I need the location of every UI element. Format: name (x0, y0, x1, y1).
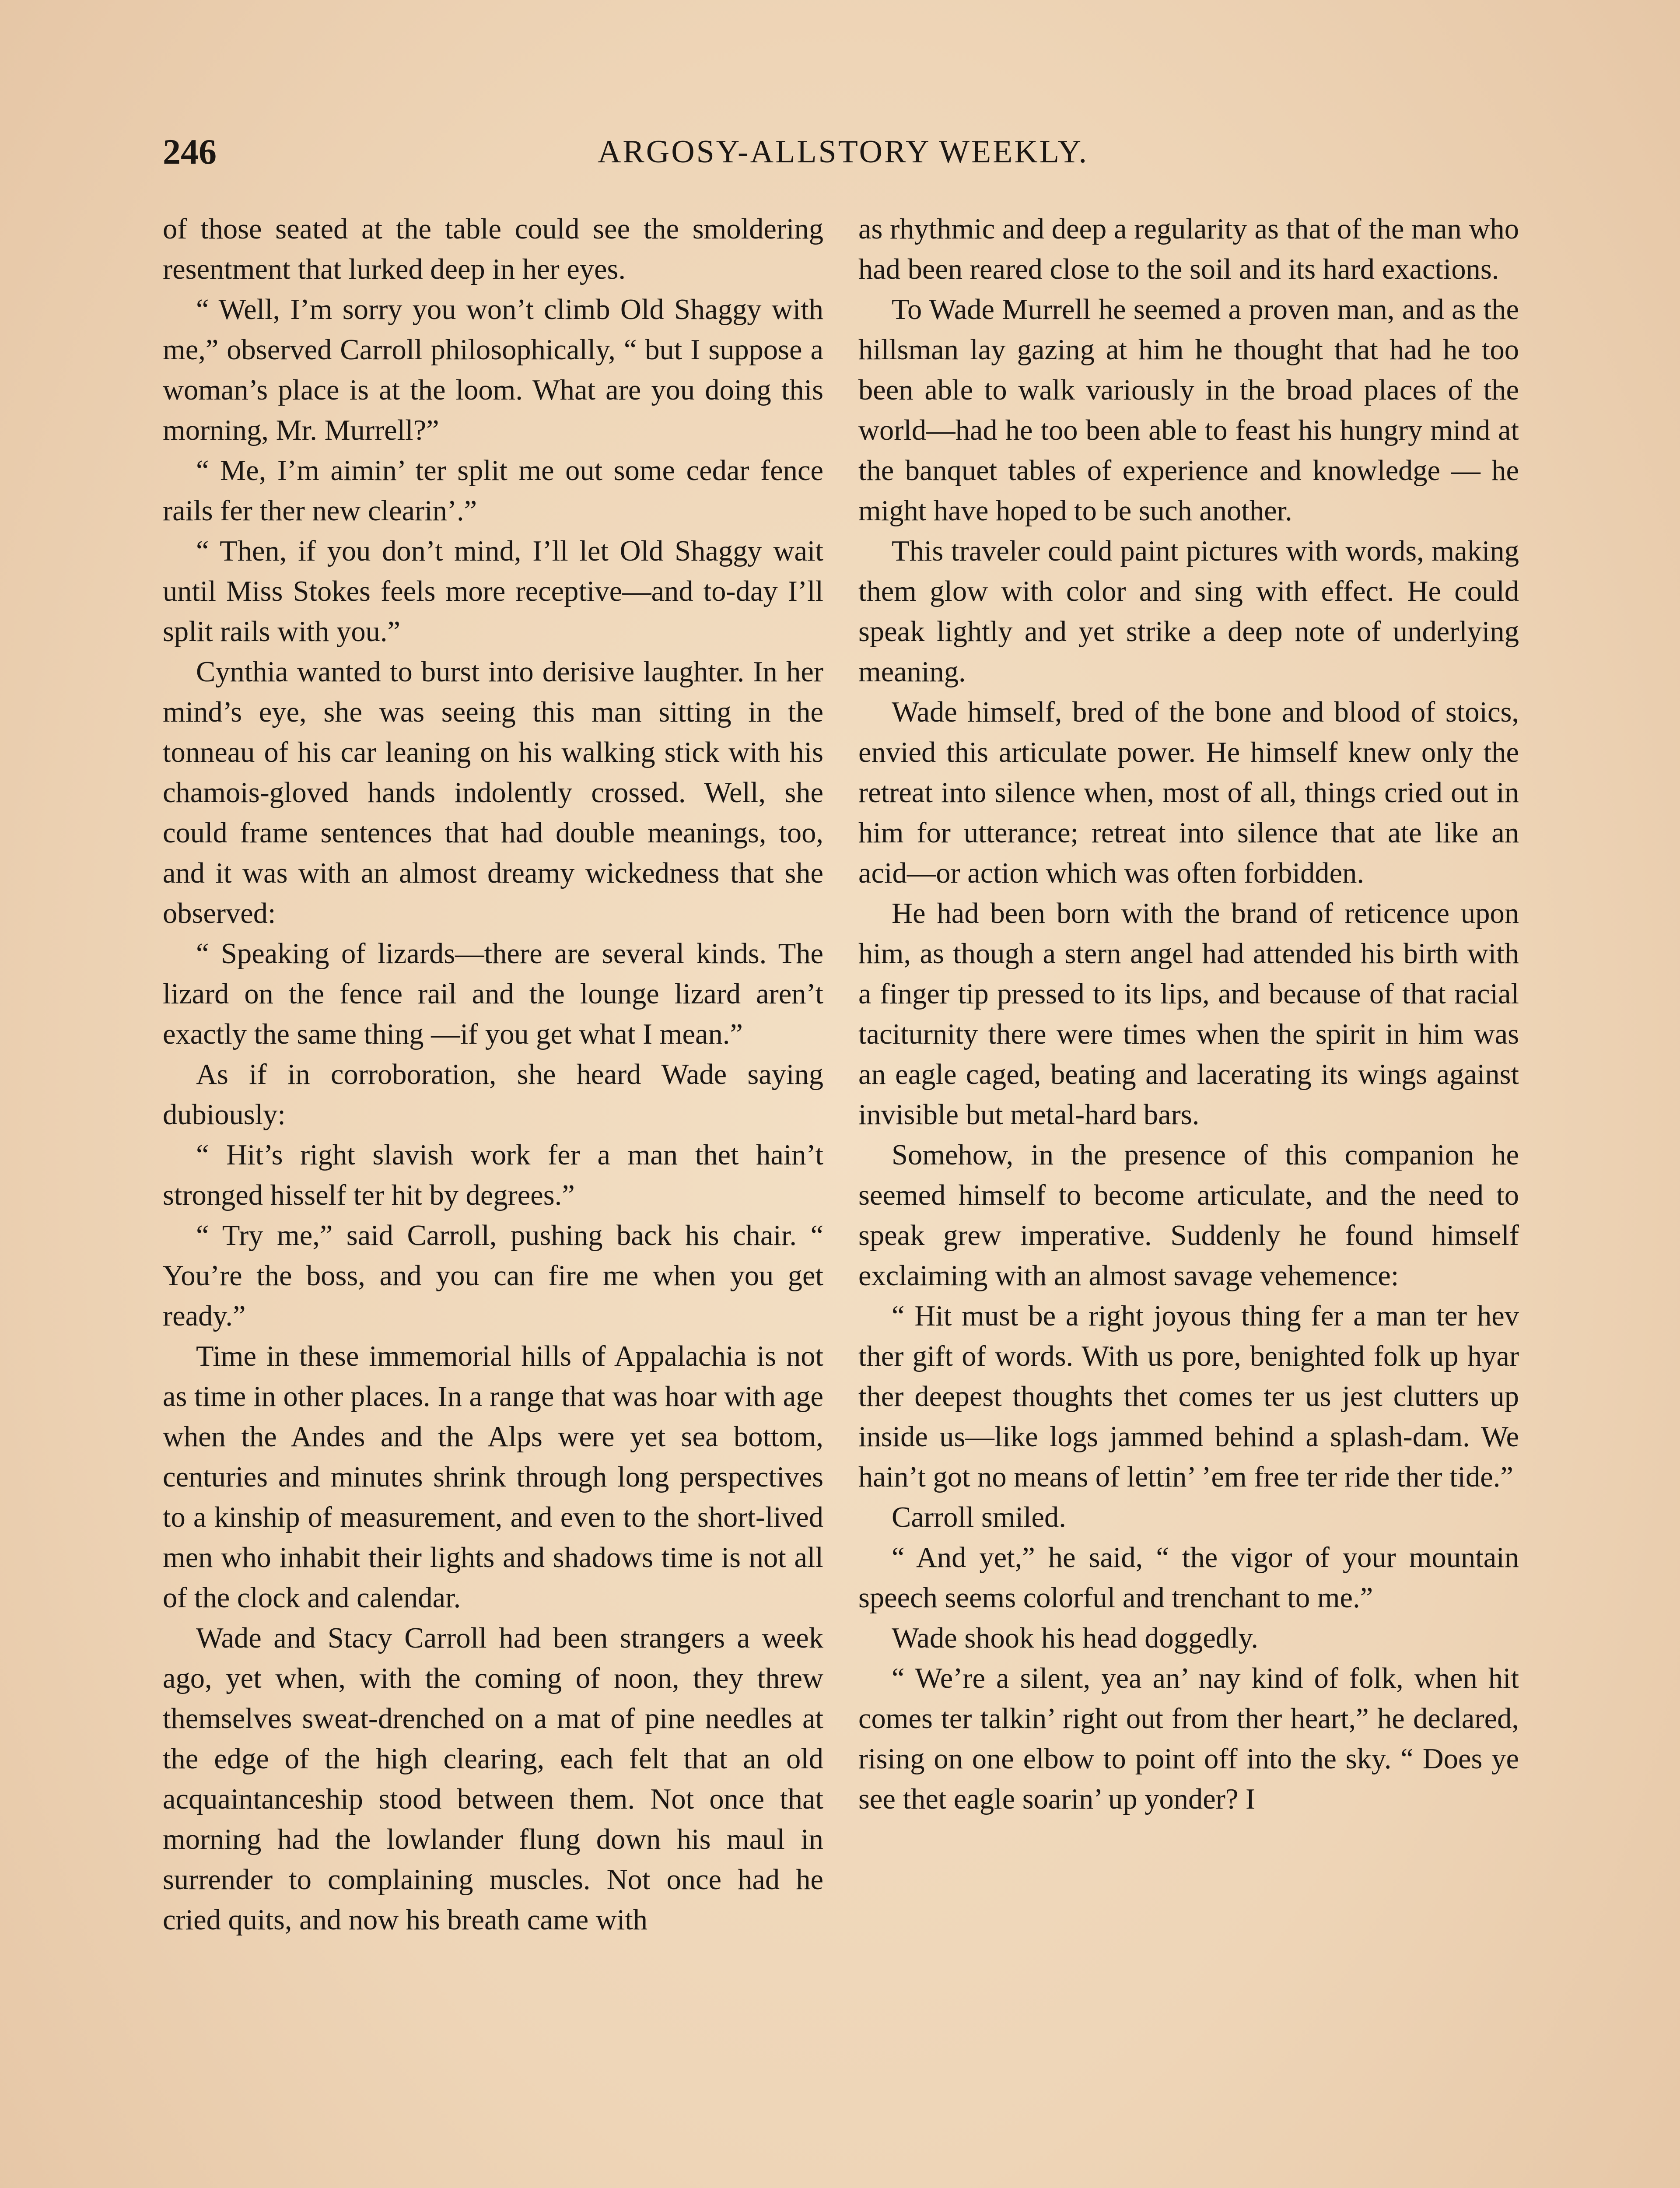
paragraph: “ Hit must be a right joyous thing fer a man ter hev ther gift of words. With us pore, benighted folk up hyar ther deepest thoughts thet comes ter us jest clutters up inside us—like logs jammed behind a splash-dam. We hain’t got no means of lettin’ ’em free ter ride ther tide.” (858, 1300, 1519, 1493)
paragraph: “ Then, if you don’t mind, I’ll let Old Shaggy wait until Miss Stokes feels more receptive—and to-day I’ll split rails with you.” (163, 535, 823, 648)
paragraph: He had been born with the brand of reticence upon him, as though a stern angel had attended his birth with a finger tip pressed to its lips, and because of that racial taciturnity there were times when the spirit in him was an eagle caged, beating and lacerating its wings against invisible but metal-hard bars. (858, 898, 1519, 1131)
paragraph: “ We’re a silent, yea an’ nay kind of folk, when hit comes ter talkin’ right out from ther heart,” he declared, rising on one elbow to point off into the sky. “ Does ye see thet eagle soarin’ up yonder? I (858, 1662, 1519, 1815)
paragraph: This traveler could paint pictures with words, making them glow with color and sing with effect. He could speak lightly and yet strike a deep note of underlying meaning. (858, 535, 1519, 688)
paragraph: “ Speaking of lizards—there are several kinds. The lizard on the fence rail and the lounge lizard aren’t exactly the same thing —if you get what I mean.” (163, 938, 823, 1050)
paragraph: To Wade Murrell he seemed a proven man, and as the hillsman lay gazing at him he thought that had he too been able to walk variously in the broad places of the world—had he too been able to feast his hungry mind at the banquet tables of experience and knowledge — he might have hoped to be such another. (858, 294, 1519, 527)
paragraph: “ Well, I’m sorry you won’t climb Old Shaggy with me,” observed Carroll philosophically, “ but I suppose a woman’s place is at the loom. What are you doing this morning, Mr. Murrell?” (163, 294, 823, 446)
paragraph: Time in these immemorial hills of Appalachia is not as time in other places. In a range that was hoar with age when the Andes and the Alps were yet sea bottom, centuries and minutes shrink through long perspectives to a kinship of measurement, and even to the short-lived men who inhabit their lights and shadows time is not all of the clock and calendar. (163, 1340, 823, 1614)
paragraph: “ Me, I’m aimin’ ter split me out some cedar fence rails fer ther new clearin’.” (163, 455, 823, 527)
paragraph: “ And yet,” he said, “ the vigor of your mountain speech seems colorful and trenchant to me.” (858, 1542, 1519, 1614)
paragraph: Wade shook his head doggedly. (892, 1622, 1259, 1654)
paragraph: Carroll smiled. (892, 1501, 1066, 1533)
left-column (163, 209, 823, 2188)
running-title: ARGOSY-ALLSTORY WEEKLY. (597, 134, 1089, 170)
paragraph: of those seated at the table could see the smoldering resentment that lurked deep in her eyes. (163, 213, 823, 285)
paragraph: Wade himself, bred of the bone and blood of stoics, envied this articulate power. He himself knew only the retreat into silence when, most of all, things cried out in him for utterance; retreat into silence that ate like an acid—or action which was often forbidden. (858, 696, 1519, 889)
paragraph: Cynthia wanted to burst into derisive laughter. In her mind’s eye, she was seeing this man sitting in the tonneau of his car leaning on his walking stick with his chamois-gloved hands indolently crossed. Well, she could frame sentences that had double meanings, too, and it was with an almost dreamy wickedness that she observed: (163, 656, 823, 929)
right-column (858, 209, 1519, 2188)
paragraph: Wade and Stacy Carroll had been strangers a week ago, yet when, with the coming of noon, they threw themselves sweat-drenched on a mat of pine needles at the edge of the high clearing, each felt that an old acquaintanceship stood between them. Not once that morning had the lowlander flung down his maul in surrender to complaining muscles. Not once had he cried quits, and now his breath came with (163, 1622, 823, 1936)
paragraph: As if in corroboration, she heard Wade saying dubiously: (163, 1059, 823, 1131)
paragraph: “ Hit’s right slavish work fer a man thet hain’t stronged hisself ter hit by degrees.” (163, 1139, 823, 1211)
page-number: 246 (163, 132, 217, 172)
paragraph: Somehow, in the presence of this companion he seemed himself to become articulate, and the need to speak grew imperative. Suddenly he found himself exclaiming with an almost savage vehemence: (858, 1139, 1519, 1292)
paragraph: “ Try me,” said Carroll, pushing back his chair. “ You’re the boss, and you can fire me when you get ready.” (163, 1220, 823, 1332)
page-header (163, 128, 1523, 176)
paragraph: as rhythmic and deep a regularity as that of the man who had been reared close to the soil and its hard exactions. (858, 213, 1519, 285)
